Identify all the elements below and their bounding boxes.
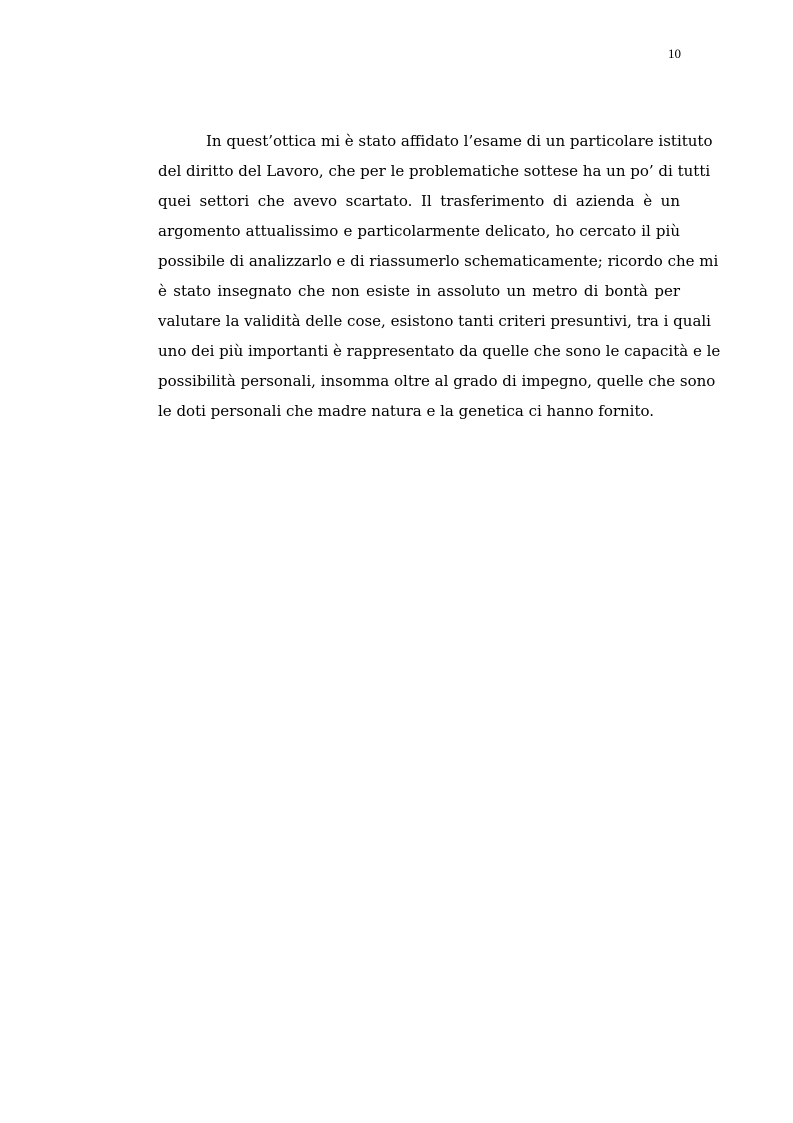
paragraph-line: le doti personali che madre natura e la genetica ci hanno fornito.	[158, 402, 655, 420]
paragraph-line: è stato insegnato che non esiste in assoluto un metro di bontà per	[158, 282, 680, 300]
paragraph-line: In quest’ottica mi è stato affidato l’esame di un particolare istituto	[206, 132, 713, 150]
paragraph-line: quei settori che avevo scartato. Il trasferimento di azienda è un	[158, 192, 680, 210]
paragraph-line: del diritto del Lavoro, che per le problematiche sottese ha un po’ di tutti	[158, 162, 711, 180]
paragraph-line: uno dei più importanti è rappresentato da quelle che sono le capacità e le	[158, 342, 721, 360]
page-number: 10	[668, 46, 681, 61]
body-paragraph	[158, 126, 721, 426]
paragraph-line: possibilità personali, insomma oltre al grado di impegno, quelle che sono	[158, 372, 716, 390]
paragraph-line: possibile di analizzarlo e di riassumerlo schematicamente; ricordo che mi	[158, 252, 719, 270]
paragraph-line: valutare la validità delle cose, esistono tanti criteri presuntivi, tra i quali	[158, 312, 711, 330]
paragraph-line: argomento attualissimo e particolarmente delicato, ho cercato il più	[158, 222, 680, 240]
